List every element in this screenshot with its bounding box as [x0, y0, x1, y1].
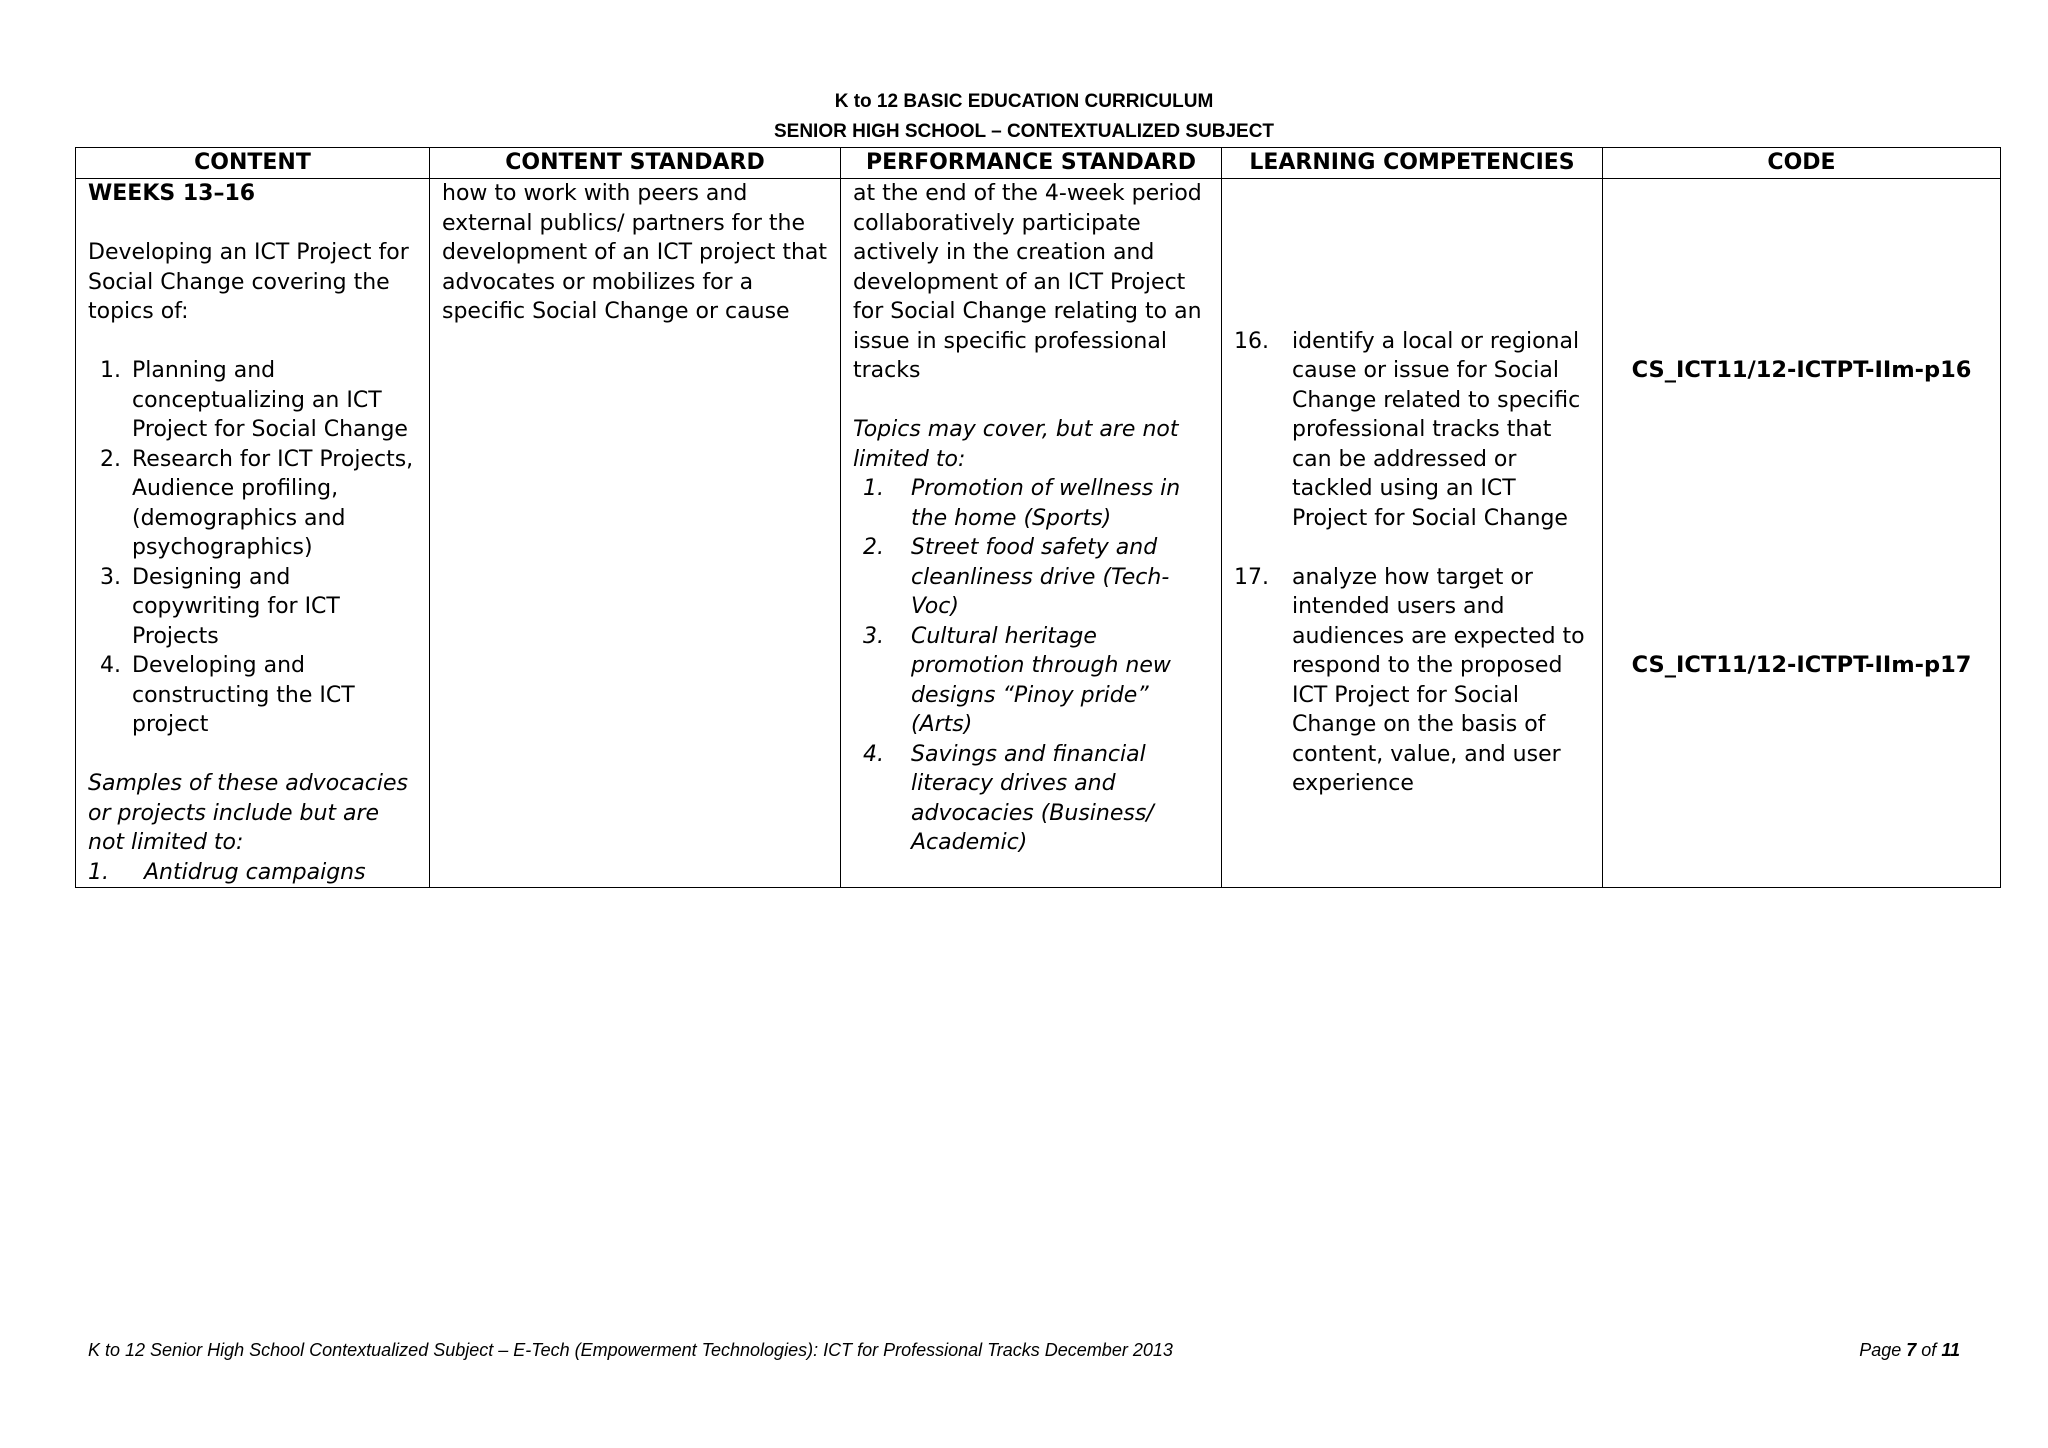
column-header-content-standard: CONTENT STANDARD — [430, 148, 841, 179]
footer-page-number: Page 7 of 11 — [1859, 1340, 1960, 1360]
code-cell — [1603, 179, 2001, 888]
performance-standard-text: at the end of the 4-week period collaboratively participate actively in the creation and development of an ICT Project for Social Change relating to an issue in specific professional tracks — [853, 181, 1202, 383]
content-standard-text: how to work with peers and external publics/ partners for the development of an ICT project that advocates or mobilizes for a specific Social Change or cause — [442, 181, 828, 324]
samples-intro: Samples of these advocacies or projects include but are not limited to: — [88, 771, 408, 855]
content-standard-cell — [430, 179, 841, 888]
footer-document-title: K to 12 Senior High School Contextualized Subject – E-Tech (Empowerment Technologies): ICT for Professional Tracks December 2013 — [88, 1340, 1173, 1360]
competency-code: CS_ICT11/12-ICTPT-IIm-p17 — [1631, 652, 1972, 678]
list-item: 4. Developing and constructing the ICT project — [100, 653, 355, 737]
table-header-row — [76, 148, 2001, 179]
table-row — [76, 179, 2001, 888]
list-item: 1. Planning and conceptualizing an ICT Project for Social Change — [100, 358, 408, 442]
list-item: 4. Savings and financial literacy drives and advocacies (Business/ Academic) — [863, 741, 1154, 855]
curriculum-subtitle: SENIOR HIGH SCHOOL – CONTEXTUALIZED SUBJECT — [773, 121, 1275, 142]
list-item: 2. Research for ICT Projects, Audience profiling, (demographics and psychographics) — [100, 446, 414, 560]
list-item: 3. Cultural heritage promotion through new designs “Pinoy pride” (Arts) — [863, 623, 1171, 737]
learning-competencies-cell — [1222, 179, 1603, 888]
curriculum-table — [75, 147, 2001, 888]
list-item: 3. Designing and copywriting for ICT Projects — [100, 564, 340, 649]
column-header-content: CONTENT — [76, 148, 430, 179]
list-item: 2. Street food safety and cleanliness drive (Tech-Voc) — [863, 535, 1170, 619]
column-header-code: CODE — [1603, 148, 2001, 179]
content-intro: Developing an ICT Project for Social Change covering the topics of: — [88, 240, 409, 324]
competency-code: CS_ICT11/12-ICTPT-IIm-p16 — [1631, 357, 1972, 383]
competency-item: 16. identify a local or regional cause or issue for Social Change related to specific professional tracks that can be addressed or tackled using an ICT Project for Social Change — [1234, 328, 1581, 531]
list-item: 1. Promotion of wellness in the home (Sports) — [863, 476, 1181, 531]
column-header-performance-standard: PERFORMANCE STANDARD — [841, 148, 1222, 179]
topics-intro: Topics may cover, but are not limited to: — [853, 417, 1179, 472]
list-item: 1. Antidrug campaigns — [88, 859, 366, 885]
competency-item: 17. analyze how target or intended users and audiences are expected to respond to the proposed ICT Project for Social Change on the basis of content, value, and user experience — [1234, 564, 1585, 796]
performance-standard-cell — [841, 179, 1222, 888]
weeks-label: WEEKS 13–16 — [88, 181, 256, 206]
content-cell — [76, 179, 430, 888]
curriculum-title: K to 12 BASIC EDUCATION CURRICULUM — [834, 91, 1214, 112]
column-header-learning-competencies: LEARNING COMPETENCIES — [1222, 148, 1603, 179]
